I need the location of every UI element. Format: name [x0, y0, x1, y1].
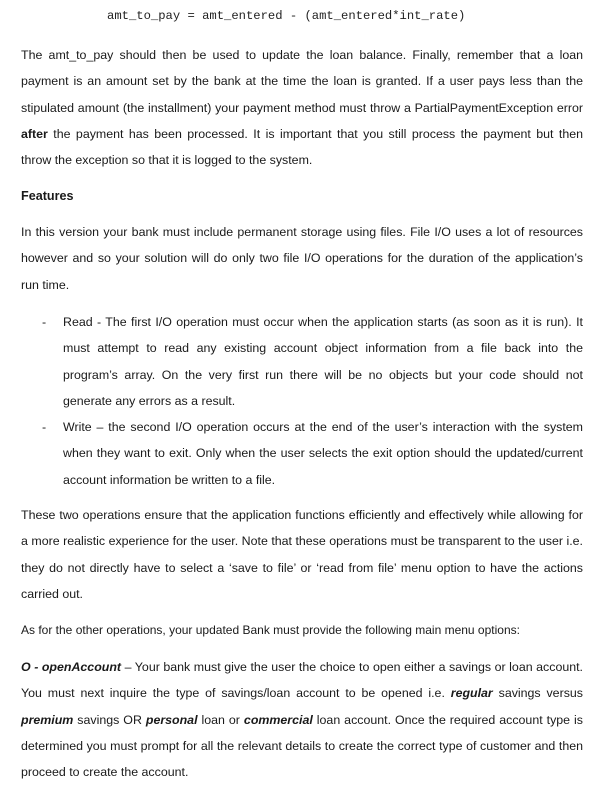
bullet-write-operation: Write – the second I/O operation occurs at the end of the user’s interaction with the system when they want to exit. Only when the user selects the exit option should the updated/current account information be written to a file.: [63, 420, 583, 487]
bullet-read-operation: Read - The first I/O operation must occur when the application starts (as soon as it is run). It must attempt to read any existing account object information from a file back into the program’s array. On the very first run there will be no objects but your code should not generate any errors as a result.: [63, 315, 583, 408]
file-storage-paragraph: In this version your bank must include permanent storage using files. File I/O uses a lot of resources however and so your solution will do only two file I/O operations for the duration of the application’s run time.: [21, 225, 583, 292]
loan-payment-text-1: The amt_to_pay should then be used to update the loan balance. Finally, remember that a loan payment is an amount set by the bank at the time the loan is granted. If a user pays less than the stipulated amount (the installment) your payment method must throw a PartialPaymentException error: [21, 48, 583, 115]
features-heading: Features: [21, 189, 74, 203]
open-account-text-3: savings OR: [73, 712, 146, 727]
loan-payment-text-2: the payment has been processed. It is important that you still process the payment but then throw the exception so that it is logged to the system.: [21, 126, 583, 168]
open-account-lead: O - openAccount: [21, 660, 122, 674]
bullet-marker-write: -: [42, 420, 47, 434]
personal-emphasis: personal: [145, 712, 198, 727]
open-account-paragraph: [21, 654, 583, 785]
premium-emphasis: premium: [21, 712, 74, 727]
menu-options-intro: As for the other operations, your updated Bank must provide the following main menu options:: [21, 623, 520, 637]
after-emphasis: after: [21, 126, 48, 141]
bullet-marker-read: -: [42, 315, 47, 329]
open-account-text-1: – Your bank must give the user the choice to open either a savings or loan account. You must next inquire the type of savings/loan account to be opened i.e.: [21, 660, 583, 701]
open-account-text-4: loan or: [197, 712, 244, 727]
regular-emphasis: regular: [450, 686, 493, 701]
commercial-emphasis: commercial: [243, 712, 313, 727]
loan-payment-paragraph: [21, 42, 583, 173]
open-account-text-2: savings versus: [492, 686, 583, 701]
open-account-text-5: loan account. Once the required account type is determined you must prompt for all the relevant details to create the correct type of customer and then proceed to create the account.: [21, 712, 583, 780]
interest-formula-code: amt_to_pay = amt_entered - (amt_entered*int_rate): [107, 9, 466, 23]
operations-transparency-paragraph: These two operations ensure that the application functions efficiently and effectively while allowing for a more realistic experience for the user. Note that these operations must be transparent to the user i.e. they do not directly have to select a ‘save to file’ or ‘read from file’ menu option to have the actions carried out.: [21, 508, 583, 601]
